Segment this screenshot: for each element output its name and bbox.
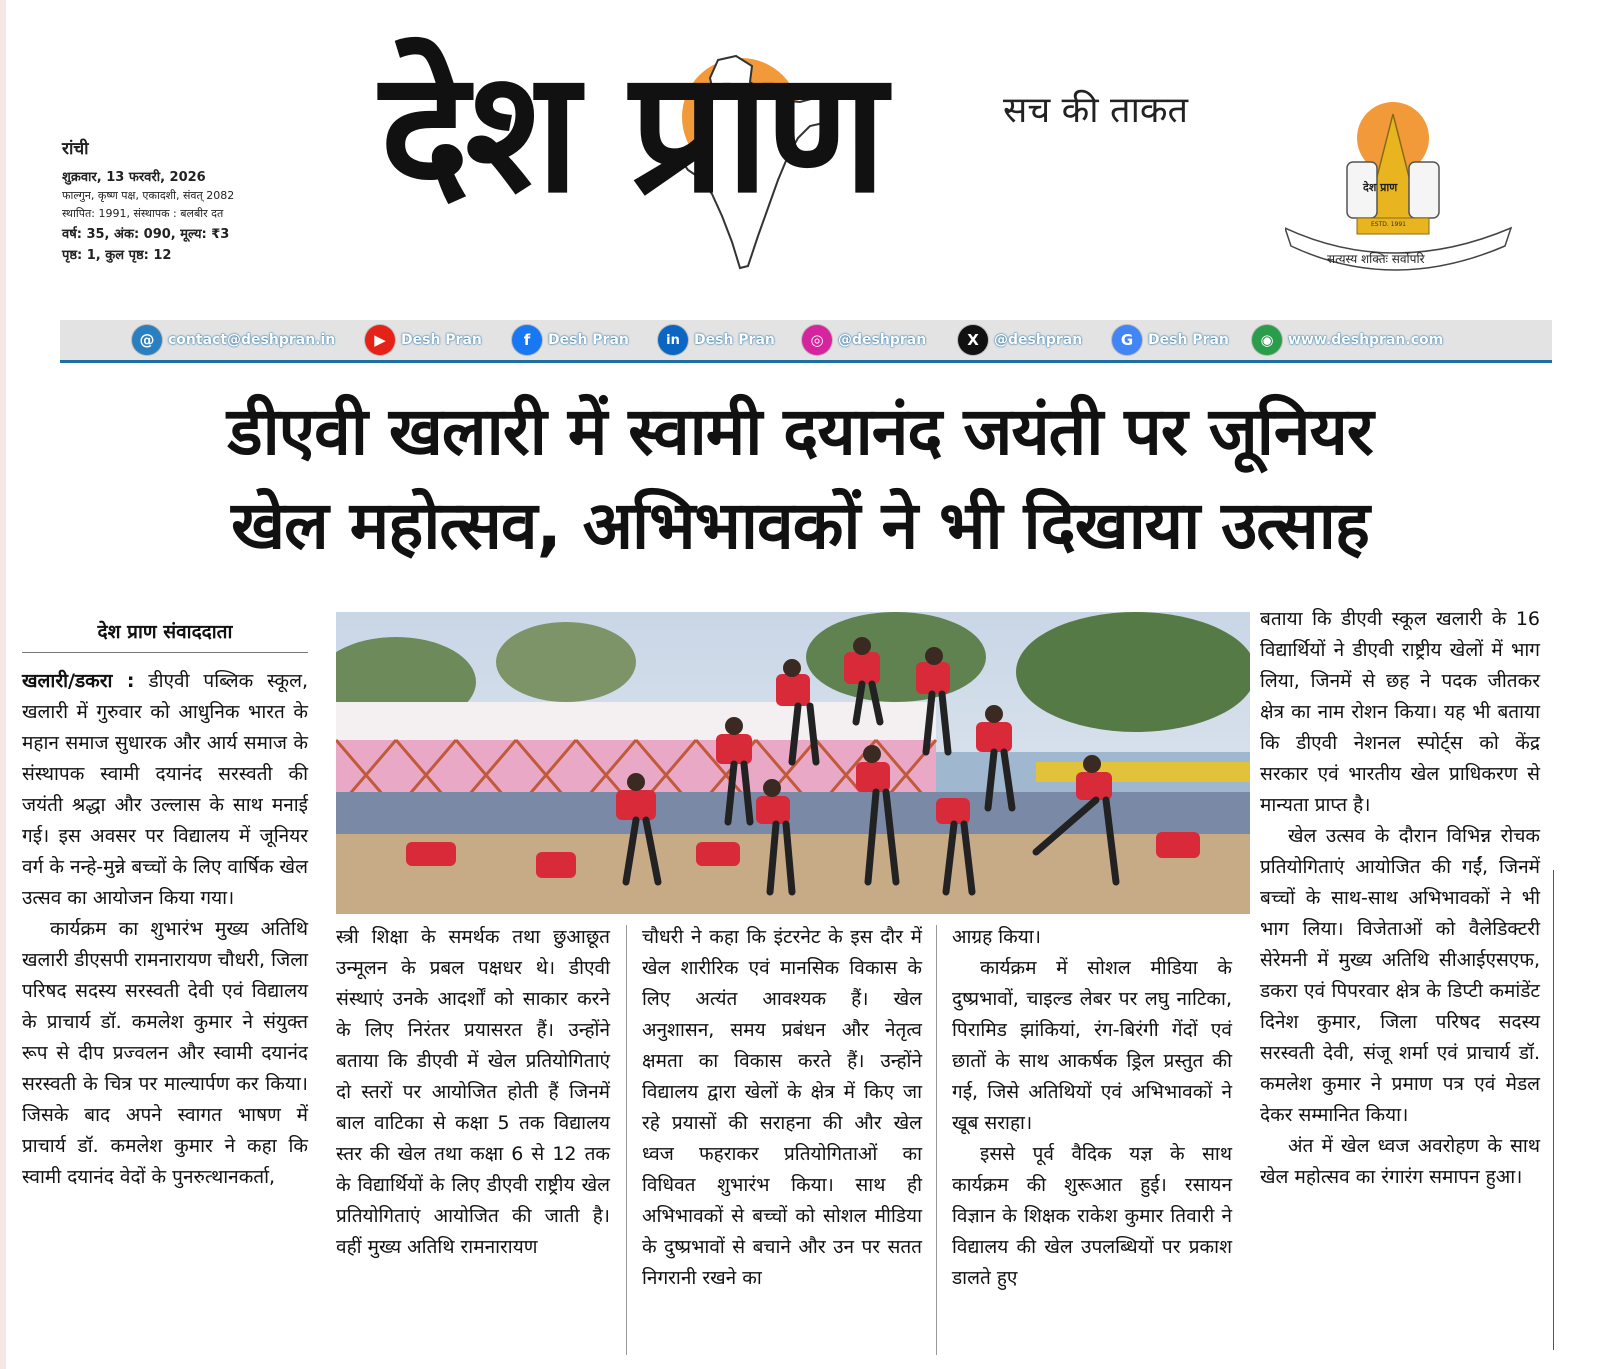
social-email[interactable] xyxy=(132,326,335,354)
facebook-icon: f xyxy=(512,325,542,355)
founded-info: स्थापित: 1991, संस्थापक : बलबीर दत xyxy=(62,207,224,220)
byline: देश प्राण संवाददाता xyxy=(22,618,308,653)
column-divider xyxy=(626,925,627,1355)
social-label: @deshpran xyxy=(838,332,927,348)
article-photo xyxy=(336,612,1250,914)
issue-info: वर्ष: 35, अंक: 090, मूल्य: ₹3 xyxy=(62,227,230,242)
article-headline xyxy=(20,385,1580,573)
web-icon: ◉ xyxy=(1252,325,1282,355)
newspaper-logo: देश प्राण xyxy=(380,34,883,230)
linkedin-icon: in xyxy=(658,325,688,355)
newspaper-emblem xyxy=(1285,100,1525,290)
article-column-2 xyxy=(336,922,610,1263)
social-label: www.deshpran.com xyxy=(1288,332,1444,348)
article-column-1 xyxy=(22,666,308,1193)
page-edge xyxy=(0,0,6,1369)
article-paragraph: बताया कि डीएवी स्कूल खलारी के 16 विद्यार्थियों ने डीएवी राष्ट्रीय खेलों में भाग लिया, जिनमें से छह ने पदक जीतकर क्षेत्र का नाम रोशन किया। यह भी बताया कि डीएवी नेशनल स्पोर्ट्स को केंद्र सरकार एवं भारतीय खेल प्राधिकरण से मान्यता प्राप्त है। xyxy=(1260,608,1540,816)
social-x[interactable] xyxy=(958,326,1082,354)
social-label: Desh Pran xyxy=(1148,332,1229,348)
social-label: Desh Pran xyxy=(401,332,482,348)
emblem-name: देश प्राण xyxy=(1363,181,1398,194)
article-column-3 xyxy=(642,922,922,1294)
article-column-5 xyxy=(1260,604,1540,1193)
social-label: contact@deshpran.in xyxy=(168,332,336,348)
social-label: Desh Pran xyxy=(548,332,629,348)
article-paragraph: खेल उत्सव के दौरान विभिन्न रोचक प्रतियोगिताएं आयोजित की गईं, जिनमें बच्चों के साथ-साथ अभिभावकों ने भी भाग लिया। विजेताओं को वैलेडिक्टरी सेरेमनी में मुख्य अतिथि सीआईएसएफ, डकरा एवं पिपरवार क्षेत्र के डिप्टी कमांडेंट दिनेश कुमार, जिला परिषद सदस्य सरस्वती देवी, संजू शर्मा एवं प्राचार्य डॉ. कमलेश कुमार ने प्रमाण पत्र एवं मेडल देकर सम्मानित किया। xyxy=(1260,825,1540,1126)
article-paragraph: इससे पूर्व वैदिक यज्ञ के साथ कार्यक्रम की शुरूआत हुई। रसायन विज्ञान के शिक्षक राकेश कुमार तिवारी ने विद्यालय की खेल उपलब्धियों पर प्रकाश डालते हुए xyxy=(952,1143,1232,1289)
email-icon: @ xyxy=(132,325,162,355)
article-dateline: खलारी/डकरा : xyxy=(22,670,135,692)
article-paragraph: कार्यक्रम का शुभारंभ मुख्य अतिथि खलारी डीएसपी रामनारायण चौधरी, जिला परिषद सदस्य सरस्वती देवी एवं विद्यालय के प्राचार्य डॉ. कमलेश कुमार ने संयुक्त रूप से दीप प्रज्वलन और स्वामी दयानंद सरस्वती के चित्र पर माल्यार्पण कर किया। जिसके बाद अपने स्वागत भाषण में प्राचार्य डॉ. कमलेश कुमार ने कहा कि स्वामी दयानंद वेदों के पुनरुत्थानकर्ता, xyxy=(22,918,308,1188)
paragraph-text: डीएवी पब्लिक स्कूल, खलारी में गुरुवार को आधुनिक भारत के महान समाज सुधारक और आर्य समाज के संस्थापक स्वामी दयानंद सरस्वती की जयंती श्रद्धा और उल्लास के साथ मनाई गई। इस अवसर पर विद्यालय में जूनियर वर्ग के नन्हे-मुन्ने बच्चों के लिए वार्षिक खेल उत्सव का आयोजन किया गया। xyxy=(22,670,309,909)
city: रांची xyxy=(62,139,89,159)
masthead-dateline xyxy=(62,136,302,266)
article-paragraph: आग्रह किया। xyxy=(952,926,1041,948)
youtube-icon: ▶ xyxy=(365,325,395,355)
instagram-icon: ◎ xyxy=(802,325,832,355)
social-youtube[interactable] xyxy=(365,326,482,354)
google-icon: G xyxy=(1112,325,1142,355)
social-linkedin[interactable] xyxy=(658,326,775,354)
article-paragraph: अंत में खेल ध्वज अवरोहण के साथ खेल महोत्सव का रंगारंग समापन हुआ। xyxy=(1260,1135,1540,1188)
tagline: सच की ताकत xyxy=(1003,90,1189,131)
issue-date: शुक्रवार, 13 फरवरी, 2026 xyxy=(62,170,206,185)
hindu-calendar-date: फाल्गुन, कृष्ण पक्ष, एकादशी, संवत् 2082 xyxy=(62,189,235,202)
column-divider xyxy=(1553,870,1554,1350)
social-google[interactable] xyxy=(1112,326,1229,354)
article-paragraph: स्त्री शिक्षा के समर्थक तथा छुआछूत उन्मूलन के प्रबल पक्षधर थे। डीएवी संस्थाएं उनके आदर्शों को साकार करने के लिए निरंतर प्रयासरत हैं। उन्होंने बताया कि डीएवी में खेल प्रतियोगिताएं दो स्तरों पर आयोजित होती हैं जिनमें बाल वाटिका से कक्षा 5 तक विद्यालय स्तर की खेल तथा कक्षा 6 से 12 तक के विद्यार्थियों के लिए डीएवी राष्ट्रीय खेल प्रतियोगिताएं आयोजित की जाती है। वहीं मुख्य अतिथि रामनारायण xyxy=(336,926,610,1258)
social-strip xyxy=(60,320,1552,363)
article-column-4 xyxy=(952,922,1232,1294)
article-paragraph: कार्यक्रम में सोशल मीडिया के दुष्प्रभावों, चाइल्ड लेबर पर लघु नाटिका, पिरामिड झांकियां, रंग-बिरंगी गेंदों एवं छातों के साथ आकर्षक ड्रिल प्रस्तुत की गई, जिसे अतिथियों एवं अभिभावकों ने खूब सराहा। xyxy=(952,957,1232,1134)
article-paragraph: चौधरी ने कहा कि इंटरनेट के इस दौर में खेल शारीरिक एवं मानसिक विकास के लिए अत्यंत आवश्यक हैं। खेल अनुशासन, समय प्रबंधन और नेतृत्व क्षमता का विकास करते हैं। उन्होंने विद्यालय द्वारा खेलों के क्षेत्र में किए जा रहे प्रयासों की सराहना की और खेल ध्वज फहराकर प्रतियोगिताओं का विधिवत शुभारंभ किया। साथ ही अभिभावकों से बच्चों को सोशल मीडिया के दुष्प्रभावों से बचाने और उन पर सतत निगरानी रखने का xyxy=(642,926,922,1289)
page-info: पृष्ठ: 1, कुल पृष्ठ: 12 xyxy=(62,248,172,263)
social-label: @deshpran xyxy=(994,332,1083,348)
social-label: Desh Pran xyxy=(694,332,775,348)
headline-line-1: डीएवी खलारी में स्वामी दयानंद जयंती पर जूनियर xyxy=(227,393,1373,470)
social-instagram[interactable] xyxy=(802,326,926,354)
emblem-motto: सत्यस्य शक्तिः सर्वोपरि xyxy=(1327,252,1425,266)
social-facebook[interactable] xyxy=(512,326,629,354)
column-divider xyxy=(936,925,937,1355)
article-paragraph xyxy=(22,666,308,914)
x-icon: X xyxy=(958,325,988,355)
social-website[interactable] xyxy=(1252,326,1443,354)
headline-line-2: खेल महोत्सव, अभिभावकों ने भी दिखाया उत्साह xyxy=(231,487,1369,564)
emblem-estd: ESTD. 1991 xyxy=(1371,221,1406,228)
